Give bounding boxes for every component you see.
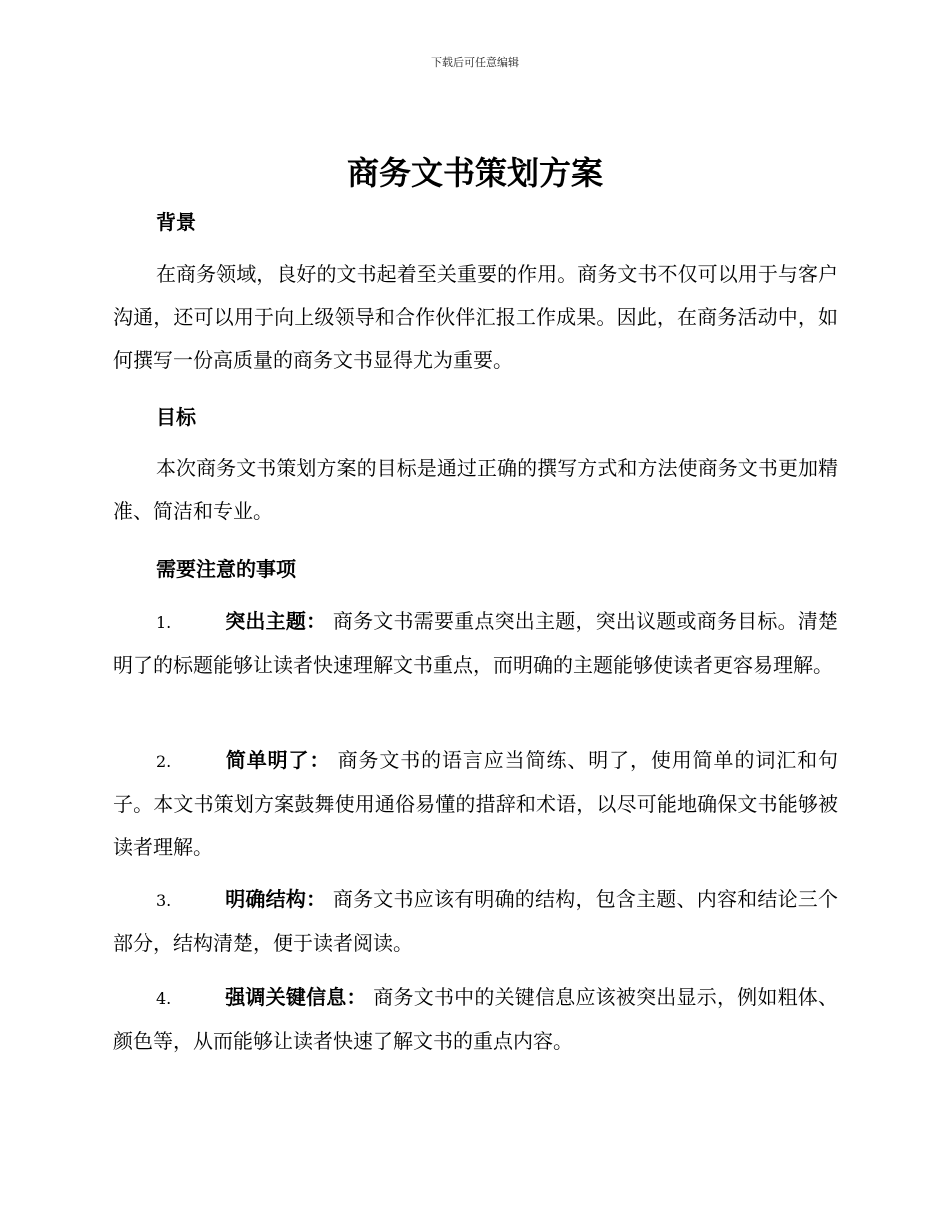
list-item-term: 突出主题： xyxy=(225,609,327,633)
list-item-text: 商务文书中的关键信息应该被突出显示，例如粗体、颜色等，从而能够让读者快速了解文书的重点内容。 xyxy=(113,985,839,1053)
list-item-text: 商务文书需要重点突出主题，突出议题或商务目标。清楚明了的标题能够让读者快速理解文书重点，而明确的主题能够使读者更容易理解。 xyxy=(113,609,839,677)
list-item xyxy=(113,739,838,869)
list-item xyxy=(113,600,838,687)
list-item-text: 商务文书应该有明确的结构，包含主题、内容和结论三个部分，结构清楚，便于读者阅读。 xyxy=(113,887,839,955)
list-item-term: 明确结构： xyxy=(225,887,327,911)
page-header-note: 下载后可任意编辑 xyxy=(431,56,519,69)
document-title: 商务文书策划方案 xyxy=(346,154,603,192)
section-heading-background: 背景 xyxy=(156,210,196,234)
list-item-text: 商务文书的语言应当简练、明了，使用简单的词汇和句子。本文书策划方案鼓舞使用通俗易懂的措辞和术语，以尽可能地确保文书能够被读者理解。 xyxy=(113,748,839,859)
list-item xyxy=(113,976,838,1063)
section-heading-notes: 需要注意的事项 xyxy=(156,557,296,581)
goal-paragraph: 本次商务文书策划方案的目标是通过正确的撰写方式和方法使商务文书更加精准、简洁和专业。 xyxy=(113,456,838,523)
list-item-number: 2. xyxy=(156,752,172,771)
list-item-number: 4. xyxy=(156,989,172,1008)
list-item-term: 强调关键信息： xyxy=(225,985,367,1009)
list-item-term: 简单明了： xyxy=(225,748,331,772)
background-paragraph: 在商务领域，良好的文书起着至关重要的作用。商务文书不仅可以用于与客户沟通，还可以用于向上级领导和合作伙伴汇报工作成果。因此，在商务活动中，如何撰写一份高质量的商务文书显得尤为重要。 xyxy=(113,262,838,372)
list-item-number: 3. xyxy=(156,891,172,910)
list-item-number: 1. xyxy=(156,613,172,632)
list-item xyxy=(113,878,838,965)
section-heading-goal: 目标 xyxy=(156,405,196,429)
